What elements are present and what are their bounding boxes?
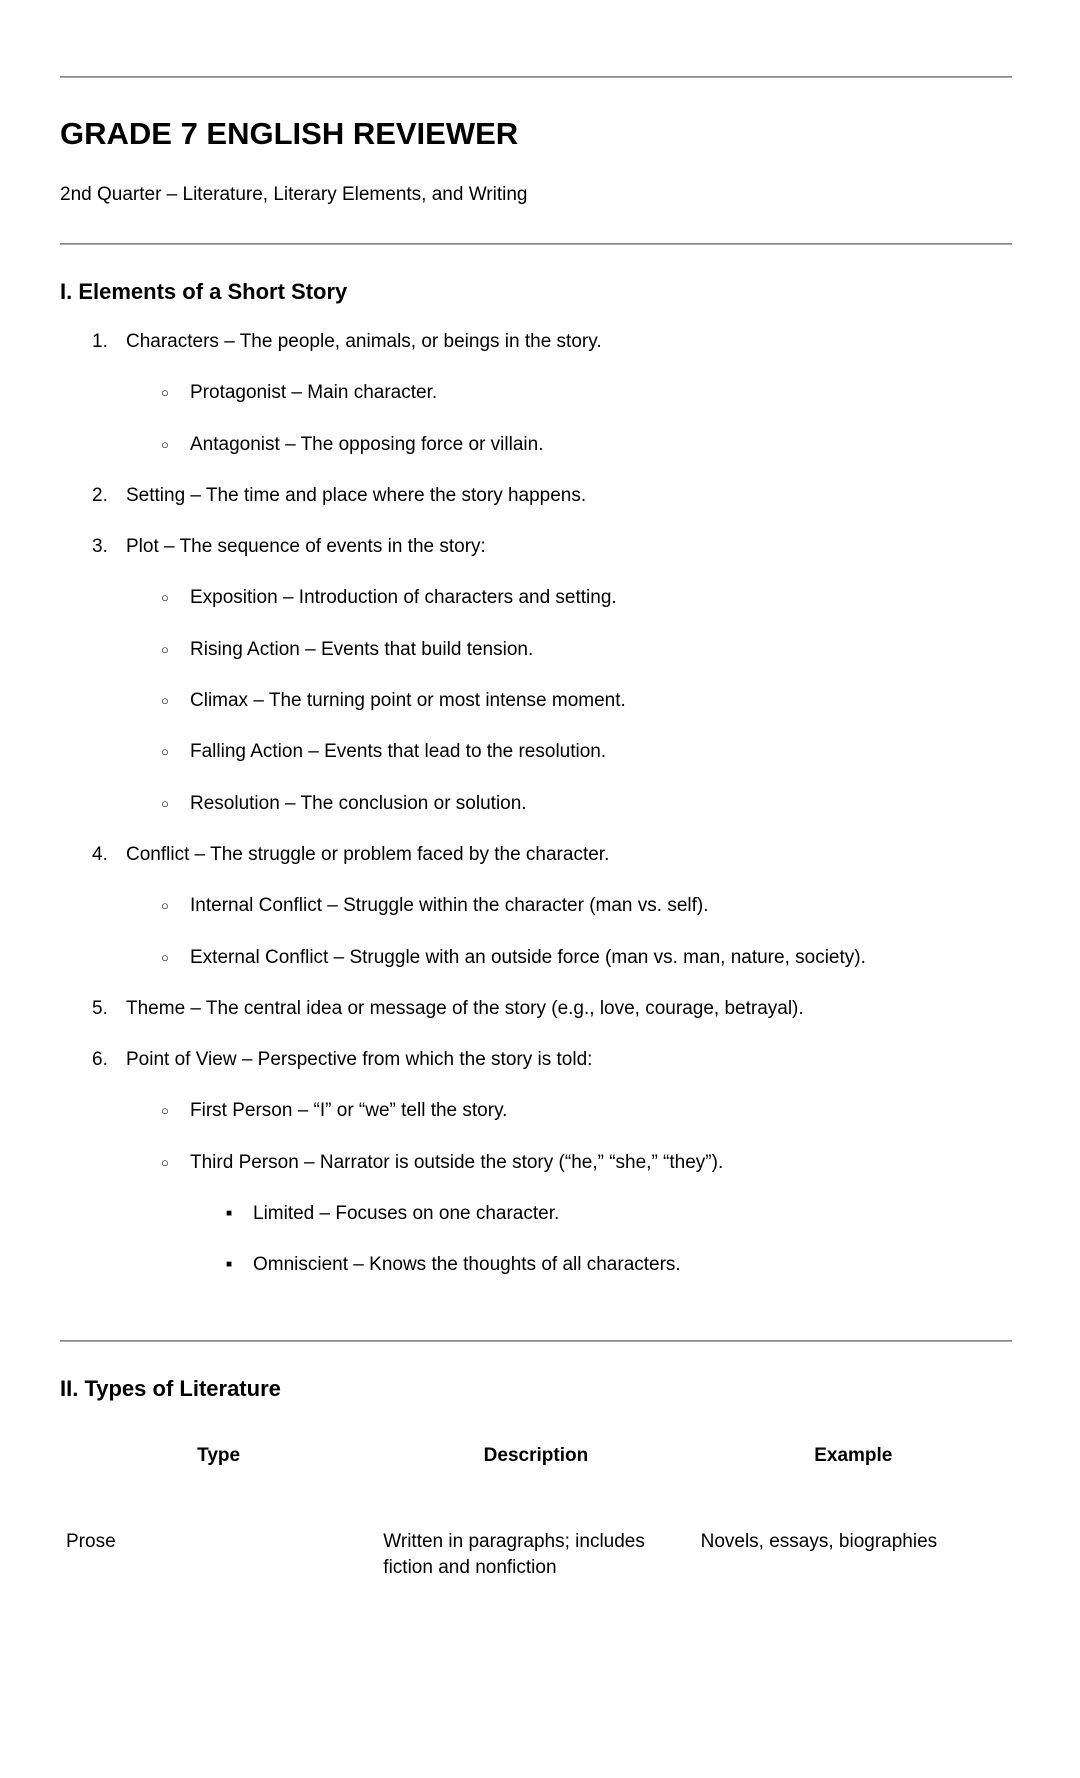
list-item-text: Resolution – The conclusion or solution. [190,792,527,814]
list-number: 2. [92,484,108,506]
list-item [60,380,1012,406]
list-item-text: Falling Action – Events that lead to the resolution. [190,741,607,763]
literature-table [60,1443,1012,1581]
list-item-text: External Conflict – Struggle with an outside force (man vs. man, nature, society). [190,946,866,968]
list-item-text: Point of View – Perspective from which the story is told: [126,1049,593,1071]
circle-bullet-icon: ○ [161,1154,169,1170]
cell-type: Prose [66,1531,116,1553]
list-item [60,534,1012,560]
list-item [60,637,1012,663]
list-item-text: Conflict – The struggle or problem faced by the character. [126,843,610,865]
circle-bullet-icon: ○ [161,949,169,965]
list-number: 4. [92,843,108,865]
document-title: GRADE 7 ENGLISH REVIEWER [60,116,519,151]
list-item-text: Characters – The people, animals, or beings in the story. [126,331,602,352]
list-item-text: Limited – Focuses on one character. [253,1203,560,1225]
list-item [60,1201,1012,1227]
document-subtitle: 2nd Quarter – Literature, Literary Elements, and Writing [60,184,528,205]
circle-bullet-icon: ○ [161,385,169,401]
column-header-type: Type [197,1445,241,1467]
column-header-description: Description [483,1445,589,1467]
list-item-text: Third Person – Narrator is outside the story (“he,” “she,” “they”). [190,1151,724,1173]
list-item [60,842,1012,868]
list-item-text: First Person – “I” or “we” tell the story. [190,1100,508,1122]
list-item [60,432,1012,458]
list-item-text: Climax – The turning point or most intense moment. [190,690,626,712]
horizontal-rule [60,76,1012,78]
horizontal-rule [60,1340,1012,1342]
circle-bullet-icon: ○ [161,898,169,914]
list-item [60,688,1012,714]
cell-description: Written in paragraphs; includes fiction and nonfiction [383,1531,645,1579]
circle-bullet-icon: ○ [161,744,169,760]
circle-bullet-icon: ○ [161,436,169,452]
list-item-text: Theme – The central idea or message of the story (e.g., love, courage, betrayal). [126,997,804,1019]
list-item-text: Protagonist – Main character. [190,382,438,404]
circle-bullet-icon: ○ [161,641,169,657]
list-item [60,1150,1012,1176]
list-item [60,1098,1012,1124]
list-item-text: Exposition – Introduction of characters and setting. [190,587,617,609]
list-item [60,1252,1012,1278]
circle-bullet-icon: ○ [161,693,169,709]
list-item-text: Omniscient – Knows the thoughts of all characters. [253,1254,681,1276]
circle-bullet-icon: ○ [161,795,169,811]
table-header-row [60,1443,1012,1469]
list-item [60,945,1012,971]
list-number: 1. [92,331,108,352]
document-content [0,76,1080,1581]
square-bullet-icon: ■ [226,1208,233,1220]
list-item [60,585,1012,611]
list-item [60,329,1012,355]
table-row [60,1469,1012,1581]
column-header-example: Example [814,1445,893,1467]
list-number: 3. [92,536,108,558]
list-item [60,1047,1012,1073]
square-bullet-icon: ■ [226,1259,233,1271]
section-heading-elements: I. Elements of a Short Story [60,279,348,304]
list-item [60,791,1012,817]
list-number: 6. [92,1049,108,1071]
cell-example: Novels, essays, biographies [700,1531,938,1553]
list-item [60,996,1012,1022]
list-item [60,739,1012,765]
circle-bullet-icon: ○ [161,590,169,606]
horizontal-rule [60,243,1012,245]
section-heading-literature: II. Types of Literature [60,1376,281,1402]
list-item-text: Rising Action – Events that build tension. [190,638,534,660]
elements-list [60,329,1012,1278]
list-item [60,483,1012,509]
list-item-text: Plot – The sequence of events in the story: [126,536,486,558]
list-item-text: Internal Conflict – Struggle within the character (man vs. self). [190,895,709,917]
list-number: 5. [92,997,108,1019]
list-item-text: Antagonist – The opposing force or villain. [190,433,544,455]
list-item [60,893,1012,919]
circle-bullet-icon: ○ [161,1103,169,1119]
list-item-text: Setting – The time and place where the story happens. [126,484,587,506]
